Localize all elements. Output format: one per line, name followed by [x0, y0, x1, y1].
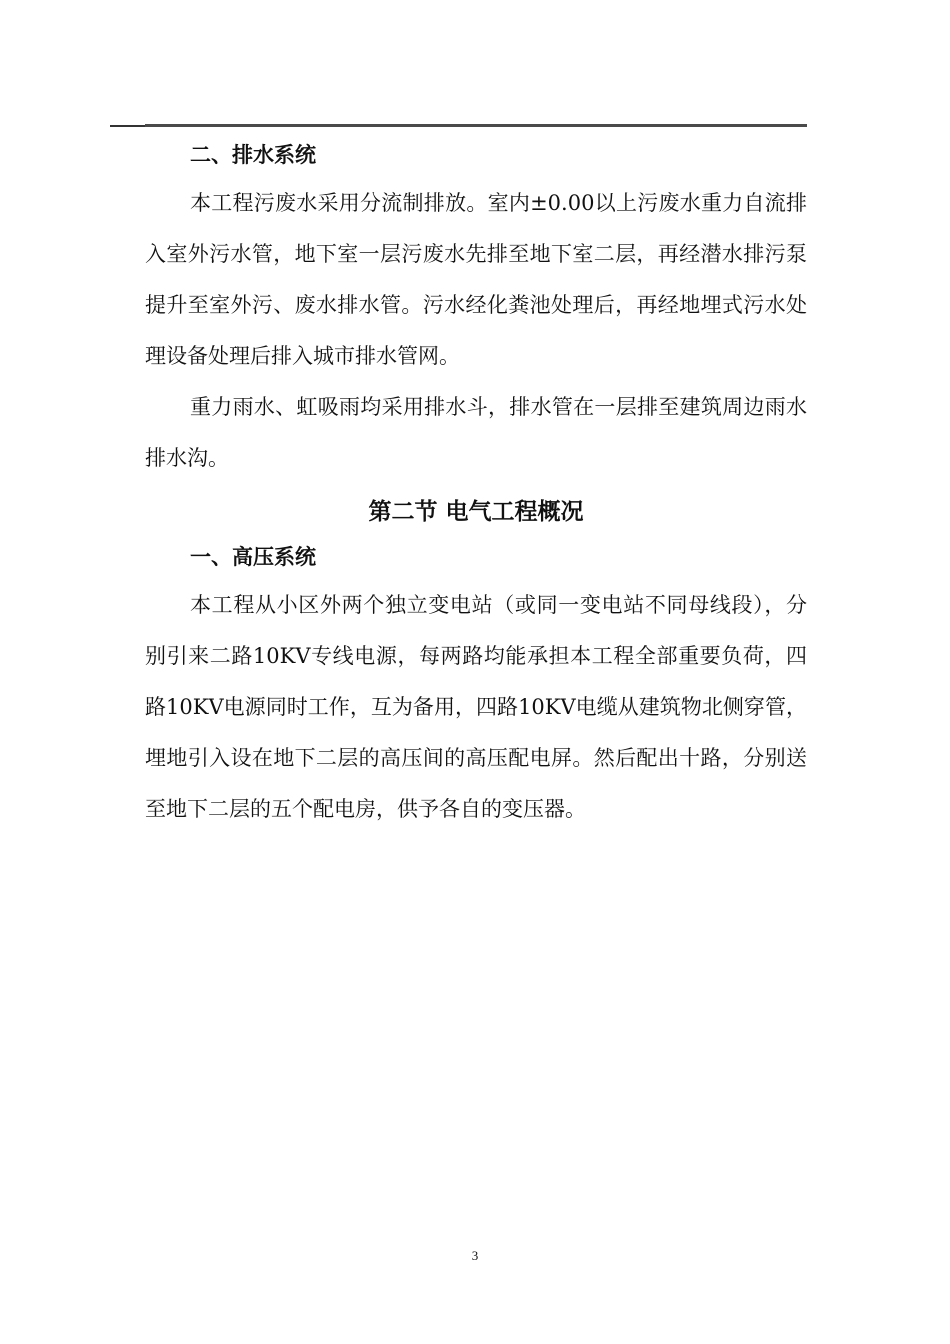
header-rule: [145, 124, 807, 127]
header-rule-left: [110, 125, 146, 127]
drainage-paragraph-2: 重力雨水、虹吸雨均采用排水斗，排水管在一层排至建筑周边雨水排水沟。: [145, 395, 807, 470]
section-title: 第二节 电气工程概况: [368, 499, 584, 525]
high-voltage-heading: 一、高压系统: [190, 545, 316, 569]
page-number: 3: [471, 1248, 479, 1263]
drainage-paragraph-1: 本工程污废水采用分流制排放。室内±0.00以上污废水重力自流排入室外污水管，地下室一层污废水先排至地下室二层，再经潜水排污泵提升至室外污、废水排水管。污水经化粪池处理后，再经地埋式污水处理设备处理后排入城市排水管网。: [145, 191, 807, 368]
high-voltage-paragraph: 本工程从小区外两个独立变电站（或同一变电站不同母线段），分别引来二路10KV专线电源，每两路均能承担本工程全部重要负荷，四路10KV电源同时工作，互为备用，四路10KV电缆从建筑物北侧穿管，埋地引入设在地下二层的高压间的高压配电屏。然后配出十路，分别送至地下二层的五个配电房，供予各自的变压器。: [145, 593, 807, 821]
page-body: [145, 136, 807, 835]
drainage-heading: 二、排水系统: [190, 143, 316, 167]
